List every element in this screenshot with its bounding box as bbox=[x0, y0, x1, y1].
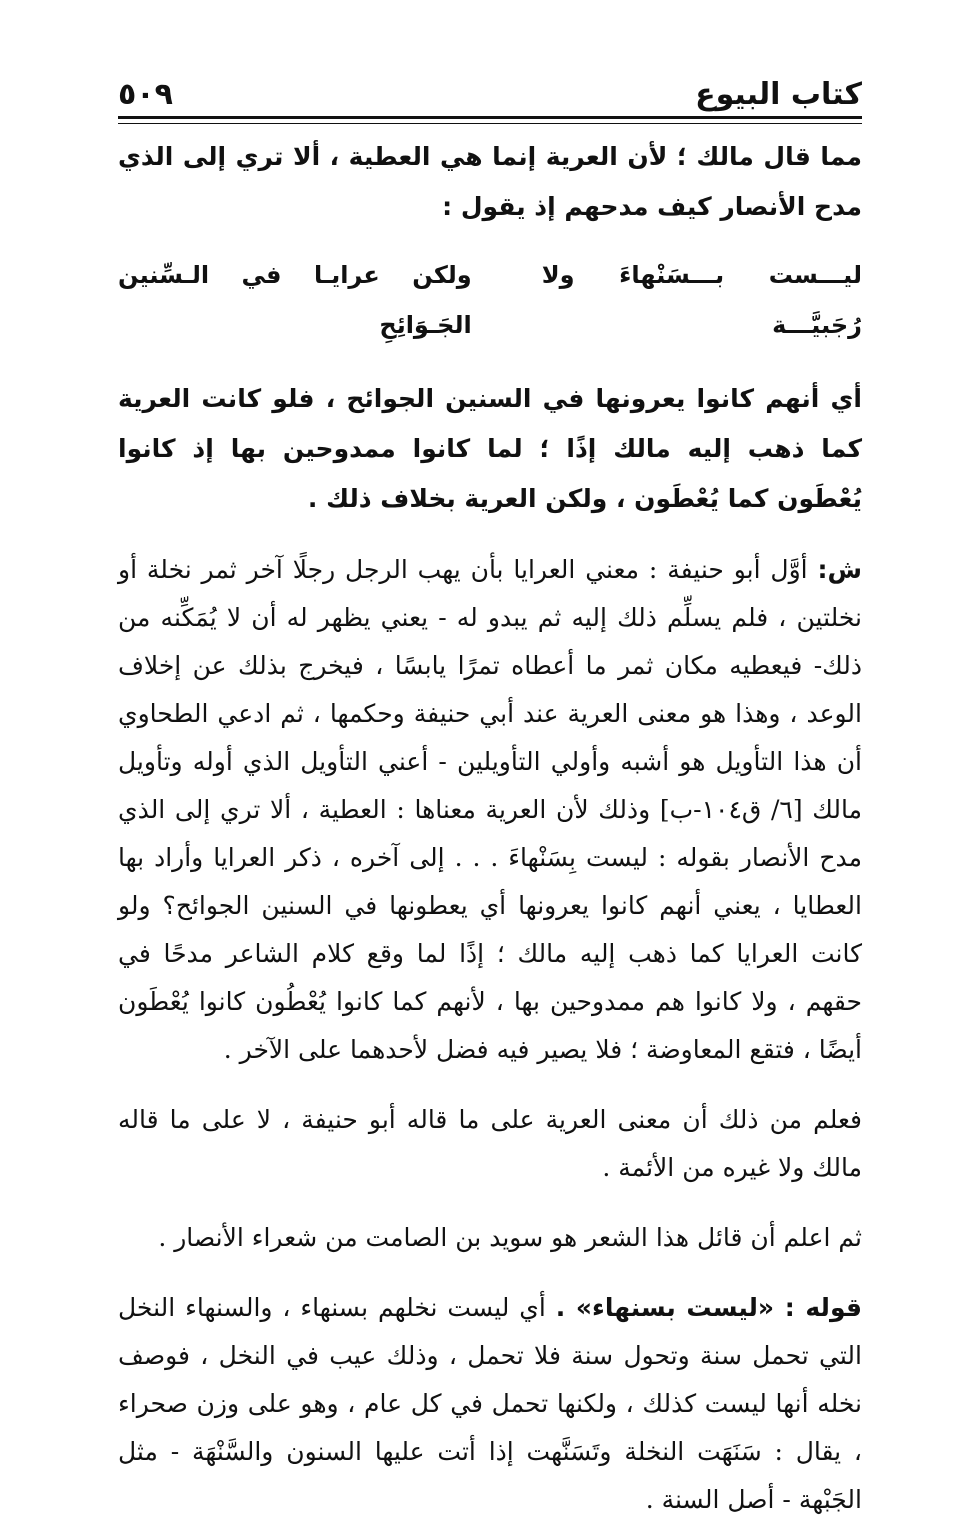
paragraph-poet-attribution: ثم اعلم أن قائل هذا الشعر هو سويد بن الصامت من شعراء الأنصار . bbox=[158, 1223, 862, 1252]
page-number: ٥٠٩ bbox=[118, 77, 173, 112]
running-title: كتاب البيوع bbox=[695, 77, 862, 112]
paragraph-malik-quote: مما قال مالك ؛ لأن العرية إنما هي العطية ، ألا تري إلى الذي مدح الأنصار كيف مدحهم إذ يقول : bbox=[118, 142, 862, 221]
paragraph-commentary bbox=[118, 546, 862, 1074]
paragraph-conclusion: فعلم من ذلك أن معنى العرية على ما قاله أبو حنيفة ، لا على ما قاله مالك ولا غيره من الأئمة . bbox=[118, 1105, 862, 1182]
page-header bbox=[118, 62, 862, 112]
poetry-verse bbox=[118, 250, 862, 350]
header-rule-thin bbox=[118, 123, 862, 124]
commentary-marker: ش: bbox=[817, 555, 862, 584]
verse-hemistich-second: ولكن عرايـا في الـسِّنين الجَـوَائِحِ bbox=[118, 261, 472, 339]
header-rule bbox=[118, 116, 862, 119]
gloss-text: أي ليست نخلهم بسنهاء ، والسنهاء النخل التي تحمل سنة وتحول سنة فلا تحمل ، وذلك عيب في النخل ، فوصف نخله أنها ليست كذلك ، ولكنها تحمل في كل عام ، وهو على وزن صحراء ، يقال : سَنَهَت النخلة وتَسَنَّهت إذا أتت عليها السنون والسَّنْهَة - مثل الجَبْهة - أصل السنة . bbox=[118, 1293, 862, 1514]
paragraph-word-gloss bbox=[118, 1284, 862, 1524]
verse-hemistich-first: ليـــست بـــسَنْهاءَ ولا رُجَبيَّـــة bbox=[541, 261, 862, 339]
paragraph-explanation: أي أنهم كانوا يعرونها في السنين الجوائح ، فلو كانت العرية كما ذهب إليه مالك إذًا ؛ لما كانوا ممدوحين بها إذ كانوا يُعْطَون كما يُعْطَون ، ولكن العرية بخلاف ذلك . bbox=[118, 384, 862, 513]
gloss-lemma: قوله : «ليست بسنهاء» . bbox=[555, 1293, 862, 1322]
page-content bbox=[118, 132, 862, 1524]
commentary-text: أوَّل أبو حنيفة : معني العرايا بأن يهب الرجل رجلًا آخر ثمر نخلة أو نخلتين ، فلم يسلِّم ذلك إليه ثم يبدو له - يعني يظهر له أن لا يُمَكِّنه من ذلك- فيعطيه مكان ثمر ما أعطاه تمرًا يابسًا ، فيخرج بذلك عن إخلاف الوعد ، وهذا هو معنى العرية عند أبي حنيفة وحكمها ، ثم ادعي الطحاوي أن هذا التأويل هو أشبه وأولي التأويلين - أعني التأويل الذي أوله وتأويل مالك [٦/ ق١٠٤-ب] وذلك لأن العرية معناها : العطية ، ألا تري إلى الذي مدح الأنصار بقوله : ليست بِسَنْهاءَ . . . إلى آخره ، ذكر العرايا وأراد بها العطايا ، يعني أنهم كانوا يعرونها أي يعطونها في السنين الجوائح؟ ولو كانت العرايا كما ذهب إليه مالك ؛ إذًا لما وقع كلام الشاعر مدحًا في حقهم ، ولا كانوا هم ممدوحين بها ، لأنهم كما كانوا يُعْطُون كانوا يُعْطَون أيضًا ، فتقع المعاوضة ؛ فلا يصير فيه فضل لأحدهما على الآخر . bbox=[118, 555, 862, 1064]
